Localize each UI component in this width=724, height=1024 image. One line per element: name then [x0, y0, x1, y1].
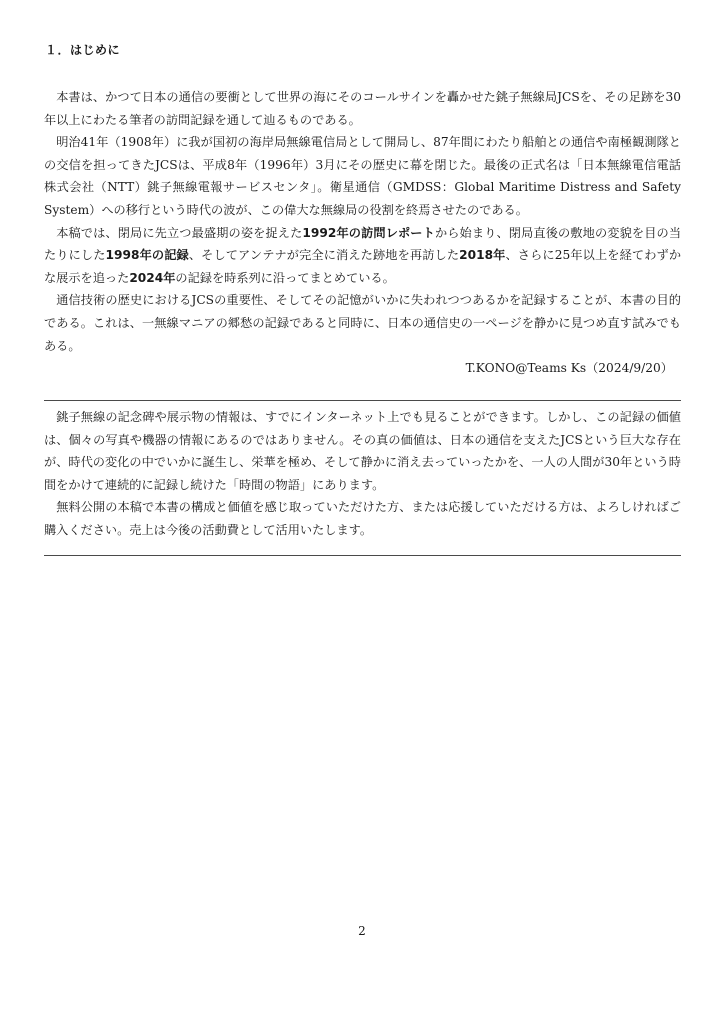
note-paragraph-2: 無料公開の本稿で本書の構成と価値を感じ取っていただけた方、または応援していただける方は、よろしければご購入ください。売上は今後の活動費として活用いたします。: [44, 500, 681, 537]
intro-paragraph-4: 通信技術の歴史におけるJCSの重要性、そしてその記憶がいかに失われつつあるかを記録することが、本書の目的である。これは、一無線マニアの郷愁の記録であると同時に、日本の通信史の一ページを静かに見つめ直す試みでもある。: [44, 293, 681, 353]
text-run: 、そしてアンテナが完全に消えた跡地を再訪した: [188, 248, 460, 263]
text-run: 、さらに25年以上を経てわずかな展示を追った: [44, 248, 682, 285]
intro-paragraph-1: 本書は、かつて日本の通信の要衝として世界の海にそのコールサインを轟かせた銚子無線局JCSを、その足跡を30年以上にわたる筆者の訪問記録を通して辿るものである。: [44, 90, 681, 127]
section-heading: １．はじめに: [45, 43, 121, 57]
bold-run-2024: 2024年: [129, 270, 176, 285]
bold-run-2018: 2018年: [459, 248, 506, 263]
divider-top: [44, 400, 681, 401]
page-number: 2: [358, 924, 366, 938]
divider-bottom: [44, 555, 681, 556]
text-run: の記録を時系列に沿ってまとめている。: [175, 270, 395, 285]
intro-body: [44, 86, 681, 380]
bold-run-1992: 1992年の訪問レポート: [302, 225, 435, 240]
intro-paragraph-3: [44, 222, 681, 290]
text-run: 本稿では、閉局に先立つ最盛期の姿を捉えた: [56, 225, 303, 240]
intro-paragraph-2: 明治41年（1908年）に我が国初の海岸局無線電信局として開局し、87年間にわたり船舶との通信や南極観測隊との交信を担ってきたJCSは、平成8年（1996年）3月にその歴史に幕を閉じた。最後の正式名は「日本無線電信電話株式会社（NTT）銚子無線電報サービスセンタ」。衛星通信（GMDSS：Global Maritime Distress and Safety System）への移行という時代の波が、この偉大な無線局の役割を終焉させたのである。: [44, 135, 681, 217]
author-signature: T.KONO@Teams Ks（2024/9/20）: [465, 361, 673, 376]
text-run: から始まり、閉局直後の敷地の変貌を目の当たりにした: [44, 225, 682, 263]
bold-run-1998: 1998年の記録: [105, 248, 189, 263]
note-box: [44, 406, 681, 542]
note-paragraph-1: 銚子無線の記念碑や展示物の情報は、すでにインターネット上でも見ることができます。しかし、この記録の価値は、個々の写真や機器の情報にあるのではありません。その真の価値は、日本の通信を支えたJCSという巨大な存在が、時代の変化の中でいかに誕生し、栄華を極め、そして静かに消え去っていったかを、一人の人間が30年という時間をかけて連続的に記録し続けた「時間の物語」にあります。: [44, 410, 681, 492]
